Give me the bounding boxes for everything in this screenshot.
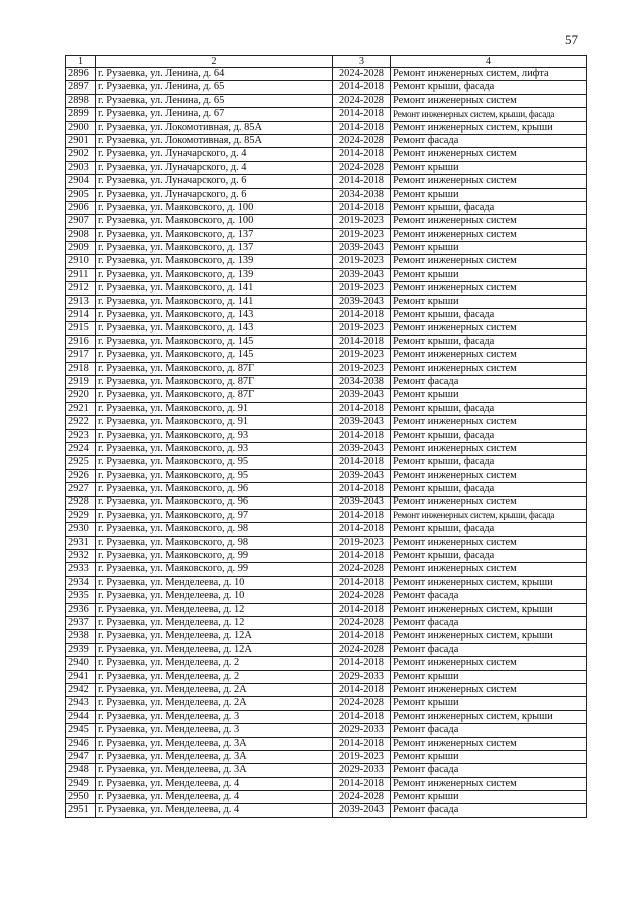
row-work-type: Ремонт инженерных систем (391, 442, 587, 455)
row-number: 2908 (66, 228, 96, 241)
row-address: г. Рузаевка, ул. Маяковского, д. 141 (96, 295, 333, 308)
row-number: 2923 (66, 429, 96, 442)
row-address: г. Рузаевка, ул. Маяковского, д. 139 (96, 255, 333, 268)
row-period: 2024-2028 (333, 590, 391, 603)
row-address: г. Рузаевка, ул. Маяковского, д. 100 (96, 201, 333, 214)
row-period: 2014-2018 (333, 523, 391, 536)
row-number: 2926 (66, 469, 96, 482)
row-address: г. Рузаевка, ул. Менделеева, д. 10 (96, 590, 333, 603)
row-work-type: Ремонт крыши, фасада (391, 201, 587, 214)
row-address: г. Рузаевка, ул. Локомотивная, д. 85А (96, 134, 333, 147)
row-number: 2929 (66, 509, 96, 522)
row-number: 2934 (66, 576, 96, 589)
table-row (66, 509, 587, 522)
row-period: 2014-2018 (333, 630, 391, 643)
row-period: 2014-2018 (333, 683, 391, 696)
row-period: 2019-2023 (333, 322, 391, 335)
row-address: г. Рузаевка, ул. Ленина, д. 64 (96, 68, 333, 81)
row-number: 2951 (66, 804, 96, 817)
row-address: г. Рузаевка, ул. Маяковского, д. 91 (96, 402, 333, 415)
row-period: 2014-2018 (333, 509, 391, 522)
row-address: г. Рузаевка, ул. Менделеева, д. 4 (96, 791, 333, 804)
row-number: 2933 (66, 563, 96, 576)
row-number: 2947 (66, 750, 96, 763)
row-address: г. Рузаевка, ул. Маяковского, д. 141 (96, 282, 333, 295)
row-number: 2938 (66, 630, 96, 643)
row-address: г. Рузаевка, ул. Менделеева, д. 2 (96, 657, 333, 670)
row-work-type: Ремонт инженерных систем (391, 349, 587, 362)
row-period: 2014-2018 (333, 483, 391, 496)
row-number: 2913 (66, 295, 96, 308)
row-work-type: Ремонт крыши, фасада (391, 309, 587, 322)
row-period: 2039-2043 (333, 389, 391, 402)
row-number: 2941 (66, 670, 96, 683)
table-row (66, 764, 587, 777)
row-period: 2014-2018 (333, 456, 391, 469)
row-number: 2915 (66, 322, 96, 335)
row-address: г. Рузаевка, ул. Маяковского, д. 96 (96, 496, 333, 509)
row-number: 2912 (66, 282, 96, 295)
row-number: 2921 (66, 402, 96, 415)
row-work-type: Ремонт инженерных систем (391, 282, 587, 295)
row-address: г. Рузаевка, ул. Маяковского, д. 97 (96, 509, 333, 522)
row-number: 2944 (66, 710, 96, 723)
row-number: 2945 (66, 724, 96, 737)
row-address: г. Рузаевка, ул. Менделеева, д. 10 (96, 576, 333, 589)
row-address: г. Рузаевка, ул. Менделеева, д. 3 (96, 724, 333, 737)
row-period: 2029-2033 (333, 764, 391, 777)
row-period: 2019-2023 (333, 255, 391, 268)
row-work-type: Ремонт крыши (391, 389, 587, 402)
row-work-type: Ремонт инженерных систем, крыши, фасада (391, 509, 587, 522)
table-row (66, 161, 587, 174)
table-row (66, 134, 587, 147)
row-number: 2946 (66, 737, 96, 750)
row-address: г. Рузаевка, ул. Маяковского, д. 96 (96, 483, 333, 496)
table-row (66, 496, 587, 509)
row-work-type: Ремонт крыши (391, 670, 587, 683)
row-address: г. Рузаевка, ул. Менделеева, д. 2А (96, 697, 333, 710)
row-address: г. Рузаевка, ул. Локомотивная, д. 85А (96, 121, 333, 134)
row-number: 2919 (66, 375, 96, 388)
row-address: г. Рузаевка, ул. Менделеева, д. 4 (96, 777, 333, 790)
row-period: 2024-2028 (333, 791, 391, 804)
row-address: г. Рузаевка, ул. Менделеева, д. 4 (96, 804, 333, 817)
row-address: г. Рузаевка, ул. Маяковского, д. 145 (96, 335, 333, 348)
row-number: 2931 (66, 536, 96, 549)
table-row (66, 362, 587, 375)
table-row (66, 670, 587, 683)
row-address: г. Рузаевка, ул. Луначарского, д. 4 (96, 148, 333, 161)
row-work-type: Ремонт крыши (391, 161, 587, 174)
row-period: 2024-2028 (333, 94, 391, 107)
row-work-type: Ремонт крыши, фасада (391, 483, 587, 496)
row-work-type: Ремонт инженерных систем (391, 683, 587, 696)
row-period: 2039-2043 (333, 442, 391, 455)
row-work-type: Ремонт крыши, фасада (391, 81, 587, 94)
row-work-type: Ремонт фасада (391, 375, 587, 388)
row-period: 2014-2018 (333, 121, 391, 134)
row-address: г. Рузаевка, ул. Ленина, д. 67 (96, 108, 333, 121)
table-header-row (66, 56, 587, 68)
table-row (66, 683, 587, 696)
row-period: 2039-2043 (333, 295, 391, 308)
row-work-type: Ремонт крыши (391, 295, 587, 308)
row-number: 2906 (66, 201, 96, 214)
row-work-type: Ремонт инженерных систем (391, 255, 587, 268)
row-work-type: Ремонт фасада (391, 764, 587, 777)
row-work-type: Ремонт крыши (391, 697, 587, 710)
row-period: 2034-2038 (333, 188, 391, 201)
row-number: 2914 (66, 309, 96, 322)
row-address: г. Рузаевка, ул. Маяковского, д. 137 (96, 242, 333, 255)
table-row (66, 282, 587, 295)
table-row (66, 148, 587, 161)
table-row (66, 724, 587, 737)
row-address: г. Рузаевка, ул. Маяковского, д. 87Г (96, 389, 333, 402)
table-row (66, 402, 587, 415)
row-period: 2024-2028 (333, 68, 391, 81)
row-number: 2897 (66, 81, 96, 94)
table-row (66, 710, 587, 723)
row-work-type: Ремонт крыши, фасада (391, 456, 587, 469)
table-row (66, 201, 587, 214)
table-row (66, 268, 587, 281)
row-period: 2024-2028 (333, 563, 391, 576)
column-header-address: 2 (96, 56, 333, 68)
table-row (66, 215, 587, 228)
row-work-type: Ремонт крыши, фасада (391, 335, 587, 348)
row-work-type: Ремонт инженерных систем, крыши (391, 710, 587, 723)
table-row (66, 255, 587, 268)
row-work-type: Ремонт фасада (391, 134, 587, 147)
row-address: г. Рузаевка, ул. Маяковского, д. 95 (96, 456, 333, 469)
row-period: 2024-2028 (333, 617, 391, 630)
column-header-period: 3 (333, 56, 391, 68)
repair-schedule-table (65, 55, 587, 818)
row-work-type: Ремонт фасада (391, 590, 587, 603)
row-number: 2950 (66, 791, 96, 804)
row-work-type: Ремонт крыши, фасада (391, 550, 587, 563)
table-row (66, 295, 587, 308)
table-row (66, 590, 587, 603)
row-address: г. Рузаевка, ул. Маяковского, д. 137 (96, 228, 333, 241)
row-work-type: Ремонт инженерных систем (391, 416, 587, 429)
row-number: 2909 (66, 242, 96, 255)
table-row (66, 617, 587, 630)
table-row (66, 416, 587, 429)
row-work-type: Ремонт инженерных систем, крыши (391, 121, 587, 134)
row-number: 2901 (66, 134, 96, 147)
row-number: 2949 (66, 777, 96, 790)
row-work-type: Ремонт крыши (391, 242, 587, 255)
row-work-type: Ремонт инженерных систем, крыши (391, 576, 587, 589)
table-row (66, 576, 587, 589)
row-period: 2024-2028 (333, 161, 391, 174)
row-work-type: Ремонт фасада (391, 643, 587, 656)
column-header-number: 1 (66, 56, 96, 68)
table-row (66, 309, 587, 322)
table-row (66, 108, 587, 121)
row-period: 2039-2043 (333, 242, 391, 255)
row-number: 2924 (66, 442, 96, 455)
row-period: 2014-2018 (333, 710, 391, 723)
row-number: 2910 (66, 255, 96, 268)
row-number: 2903 (66, 161, 96, 174)
table-row (66, 375, 587, 388)
row-number: 2940 (66, 657, 96, 670)
row-address: г. Рузаевка, ул. Менделеева, д. 12А (96, 643, 333, 656)
row-number: 2932 (66, 550, 96, 563)
table-row (66, 657, 587, 670)
row-address: г. Рузаевка, ул. Менделеева, д. 12 (96, 617, 333, 630)
row-period: 2019-2023 (333, 362, 391, 375)
row-period: 2024-2028 (333, 643, 391, 656)
row-number: 2936 (66, 603, 96, 616)
row-address: г. Рузаевка, ул. Менделеева, д. 2А (96, 683, 333, 696)
row-address: г. Рузаевка, ул. Маяковского, д. 143 (96, 309, 333, 322)
table-row (66, 536, 587, 549)
row-period: 2019-2023 (333, 750, 391, 763)
row-work-type: Ремонт инженерных систем (391, 148, 587, 161)
row-address: г. Рузаевка, ул. Менделеева, д. 3А (96, 764, 333, 777)
row-period: 2014-2018 (333, 777, 391, 790)
row-number: 2942 (66, 683, 96, 696)
row-address: г. Рузаевка, ул. Луначарского, д. 4 (96, 161, 333, 174)
row-work-type: Ремонт инженерных систем (391, 536, 587, 549)
row-address: г. Рузаевка, ул. Маяковского, д. 87Г (96, 375, 333, 388)
row-address: г. Рузаевка, ул. Луначарского, д. 6 (96, 175, 333, 188)
row-period: 2014-2018 (333, 148, 391, 161)
row-period: 2014-2018 (333, 309, 391, 322)
row-address: г. Рузаевка, ул. Ленина, д. 65 (96, 81, 333, 94)
row-number: 2928 (66, 496, 96, 509)
row-number: 2935 (66, 590, 96, 603)
row-period: 2014-2018 (333, 737, 391, 750)
table-row (66, 349, 587, 362)
table-row (66, 777, 587, 790)
table-row (66, 750, 587, 763)
row-period: 2039-2043 (333, 416, 391, 429)
row-period: 2014-2018 (333, 657, 391, 670)
row-period: 2019-2023 (333, 349, 391, 362)
row-number: 2918 (66, 362, 96, 375)
row-work-type: Ремонт инженерных систем (391, 737, 587, 750)
row-number: 2899 (66, 108, 96, 121)
row-period: 2014-2018 (333, 81, 391, 94)
row-work-type: Ремонт инженерных систем (391, 657, 587, 670)
row-work-type: Ремонт инженерных систем (391, 469, 587, 482)
row-work-type: Ремонт инженерных систем (391, 362, 587, 375)
row-work-type: Ремонт крыши (391, 188, 587, 201)
table-row (66, 563, 587, 576)
row-address: г. Рузаевка, ул. Маяковского, д. 139 (96, 268, 333, 281)
row-period: 2014-2018 (333, 402, 391, 415)
row-number: 2920 (66, 389, 96, 402)
table-row (66, 389, 587, 402)
row-address: г. Рузаевка, ул. Маяковского, д. 87Г (96, 362, 333, 375)
row-address: г. Рузаевка, ул. Маяковского, д. 91 (96, 416, 333, 429)
table-row (66, 469, 587, 482)
row-number: 2917 (66, 349, 96, 362)
row-number: 2905 (66, 188, 96, 201)
row-number: 2927 (66, 483, 96, 496)
row-work-type: Ремонт инженерных систем (391, 563, 587, 576)
table-row (66, 242, 587, 255)
table-row (66, 68, 587, 81)
row-address: г. Рузаевка, ул. Маяковского, д. 98 (96, 523, 333, 536)
row-work-type: Ремонт крыши, фасада (391, 523, 587, 536)
row-period: 2019-2023 (333, 228, 391, 241)
row-number: 2922 (66, 416, 96, 429)
table-row (66, 429, 587, 442)
table-row (66, 456, 587, 469)
row-address: г. Рузаевка, ул. Менделеева, д. 2 (96, 670, 333, 683)
row-work-type: Ремонт инженерных систем, крыши (391, 603, 587, 616)
table-row (66, 630, 587, 643)
row-period: 2019-2023 (333, 282, 391, 295)
row-work-type: Ремонт фасада (391, 724, 587, 737)
table-row (66, 550, 587, 563)
row-period: 2039-2043 (333, 496, 391, 509)
row-work-type: Ремонт инженерных систем (391, 175, 587, 188)
row-address: г. Рузаевка, ул. Маяковского, д. 99 (96, 550, 333, 563)
row-address: г. Рузаевка, ул. Луначарского, д. 6 (96, 188, 333, 201)
row-work-type: Ремонт фасада (391, 617, 587, 630)
row-address: г. Рузаевка, ул. Маяковского, д. 93 (96, 429, 333, 442)
row-address: г. Рузаевка, ул. Менделеева, д. 12 (96, 603, 333, 616)
table-row (66, 483, 587, 496)
row-period: 2014-2018 (333, 335, 391, 348)
row-period: 2029-2033 (333, 724, 391, 737)
row-period: 2019-2023 (333, 536, 391, 549)
row-work-type: Ремонт фасада (391, 804, 587, 817)
row-period: 2014-2018 (333, 576, 391, 589)
row-number: 2943 (66, 697, 96, 710)
table-row (66, 175, 587, 188)
row-number: 2902 (66, 148, 96, 161)
row-work-type: Ремонт инженерных систем, крыши (391, 630, 587, 643)
row-address: г. Рузаевка, ул. Маяковского, д. 143 (96, 322, 333, 335)
row-period: 2014-2018 (333, 550, 391, 563)
row-number: 2937 (66, 617, 96, 630)
table-row (66, 603, 587, 616)
page-number: 57 (565, 32, 578, 47)
row-number: 2930 (66, 523, 96, 536)
row-period: 2014-2018 (333, 429, 391, 442)
table-row (66, 121, 587, 134)
row-address: г. Рузаевка, ул. Менделеева, д. 12А (96, 630, 333, 643)
column-header-work: 4 (391, 56, 587, 68)
row-work-type: Ремонт крыши (391, 268, 587, 281)
row-work-type: Ремонт инженерных систем (391, 777, 587, 790)
table-row (66, 523, 587, 536)
row-number: 2907 (66, 215, 96, 228)
row-address: г. Рузаевка, ул. Ленина, д. 65 (96, 94, 333, 107)
row-period: 2024-2028 (333, 697, 391, 710)
row-period: 2014-2018 (333, 201, 391, 214)
table-row (66, 643, 587, 656)
table-row (66, 94, 587, 107)
table-row (66, 322, 587, 335)
row-address: г. Рузаевка, ул. Маяковского, д. 99 (96, 563, 333, 576)
row-number: 2900 (66, 121, 96, 134)
table-row (66, 228, 587, 241)
table-row (66, 335, 587, 348)
row-address: г. Рузаевка, ул. Менделеева, д. 3 (96, 710, 333, 723)
table-row (66, 697, 587, 710)
row-work-type: Ремонт крыши, фасада (391, 402, 587, 415)
row-period: 2014-2018 (333, 603, 391, 616)
row-address: г. Рузаевка, ул. Маяковского, д. 93 (96, 442, 333, 455)
row-number: 2904 (66, 175, 96, 188)
row-work-type: Ремонт крыши, фасада (391, 429, 587, 442)
table-body (66, 68, 587, 818)
table-row (66, 804, 587, 817)
table-row (66, 81, 587, 94)
row-address: г. Рузаевка, ул. Маяковского, д. 95 (96, 469, 333, 482)
row-work-type: Ремонт инженерных систем (391, 228, 587, 241)
row-period: 2034-2038 (333, 375, 391, 388)
row-period: 2039-2043 (333, 804, 391, 817)
row-number: 2916 (66, 335, 96, 348)
row-number: 2911 (66, 268, 96, 281)
table-row (66, 737, 587, 750)
row-address: г. Рузаевка, ул. Маяковского, д. 98 (96, 536, 333, 549)
row-period: 2014-2018 (333, 175, 391, 188)
row-period: 2014-2018 (333, 108, 391, 121)
row-work-type: Ремонт инженерных систем (391, 94, 587, 107)
table-row (66, 442, 587, 455)
row-work-type: Ремонт инженерных систем (391, 215, 587, 228)
table-row (66, 791, 587, 804)
table-row (66, 188, 587, 201)
row-period: 2024-2028 (333, 134, 391, 147)
row-work-type: Ремонт крыши (391, 750, 587, 763)
row-period: 2039-2043 (333, 268, 391, 281)
row-work-type: Ремонт инженерных систем (391, 496, 587, 509)
row-period: 2029-2033 (333, 670, 391, 683)
row-address: г. Рузаевка, ул. Маяковского, д. 100 (96, 215, 333, 228)
row-address: г. Рузаевка, ул. Менделеева, д. 3А (96, 737, 333, 750)
row-number: 2948 (66, 764, 96, 777)
row-period: 2039-2043 (333, 469, 391, 482)
row-work-type: Ремонт крыши (391, 791, 587, 804)
row-number: 2896 (66, 68, 96, 81)
row-number: 2898 (66, 94, 96, 107)
row-work-type: Ремонт инженерных систем, крыши, фасада (391, 108, 587, 121)
row-work-type: Ремонт инженерных систем (391, 322, 587, 335)
row-number: 2939 (66, 643, 96, 656)
row-period: 2019-2023 (333, 215, 391, 228)
row-work-type: Ремонт инженерных систем, лифта (391, 68, 587, 81)
row-address: г. Рузаевка, ул. Менделеева, д. 3А (96, 750, 333, 763)
row-number: 2925 (66, 456, 96, 469)
row-address: г. Рузаевка, ул. Маяковского, д. 145 (96, 349, 333, 362)
